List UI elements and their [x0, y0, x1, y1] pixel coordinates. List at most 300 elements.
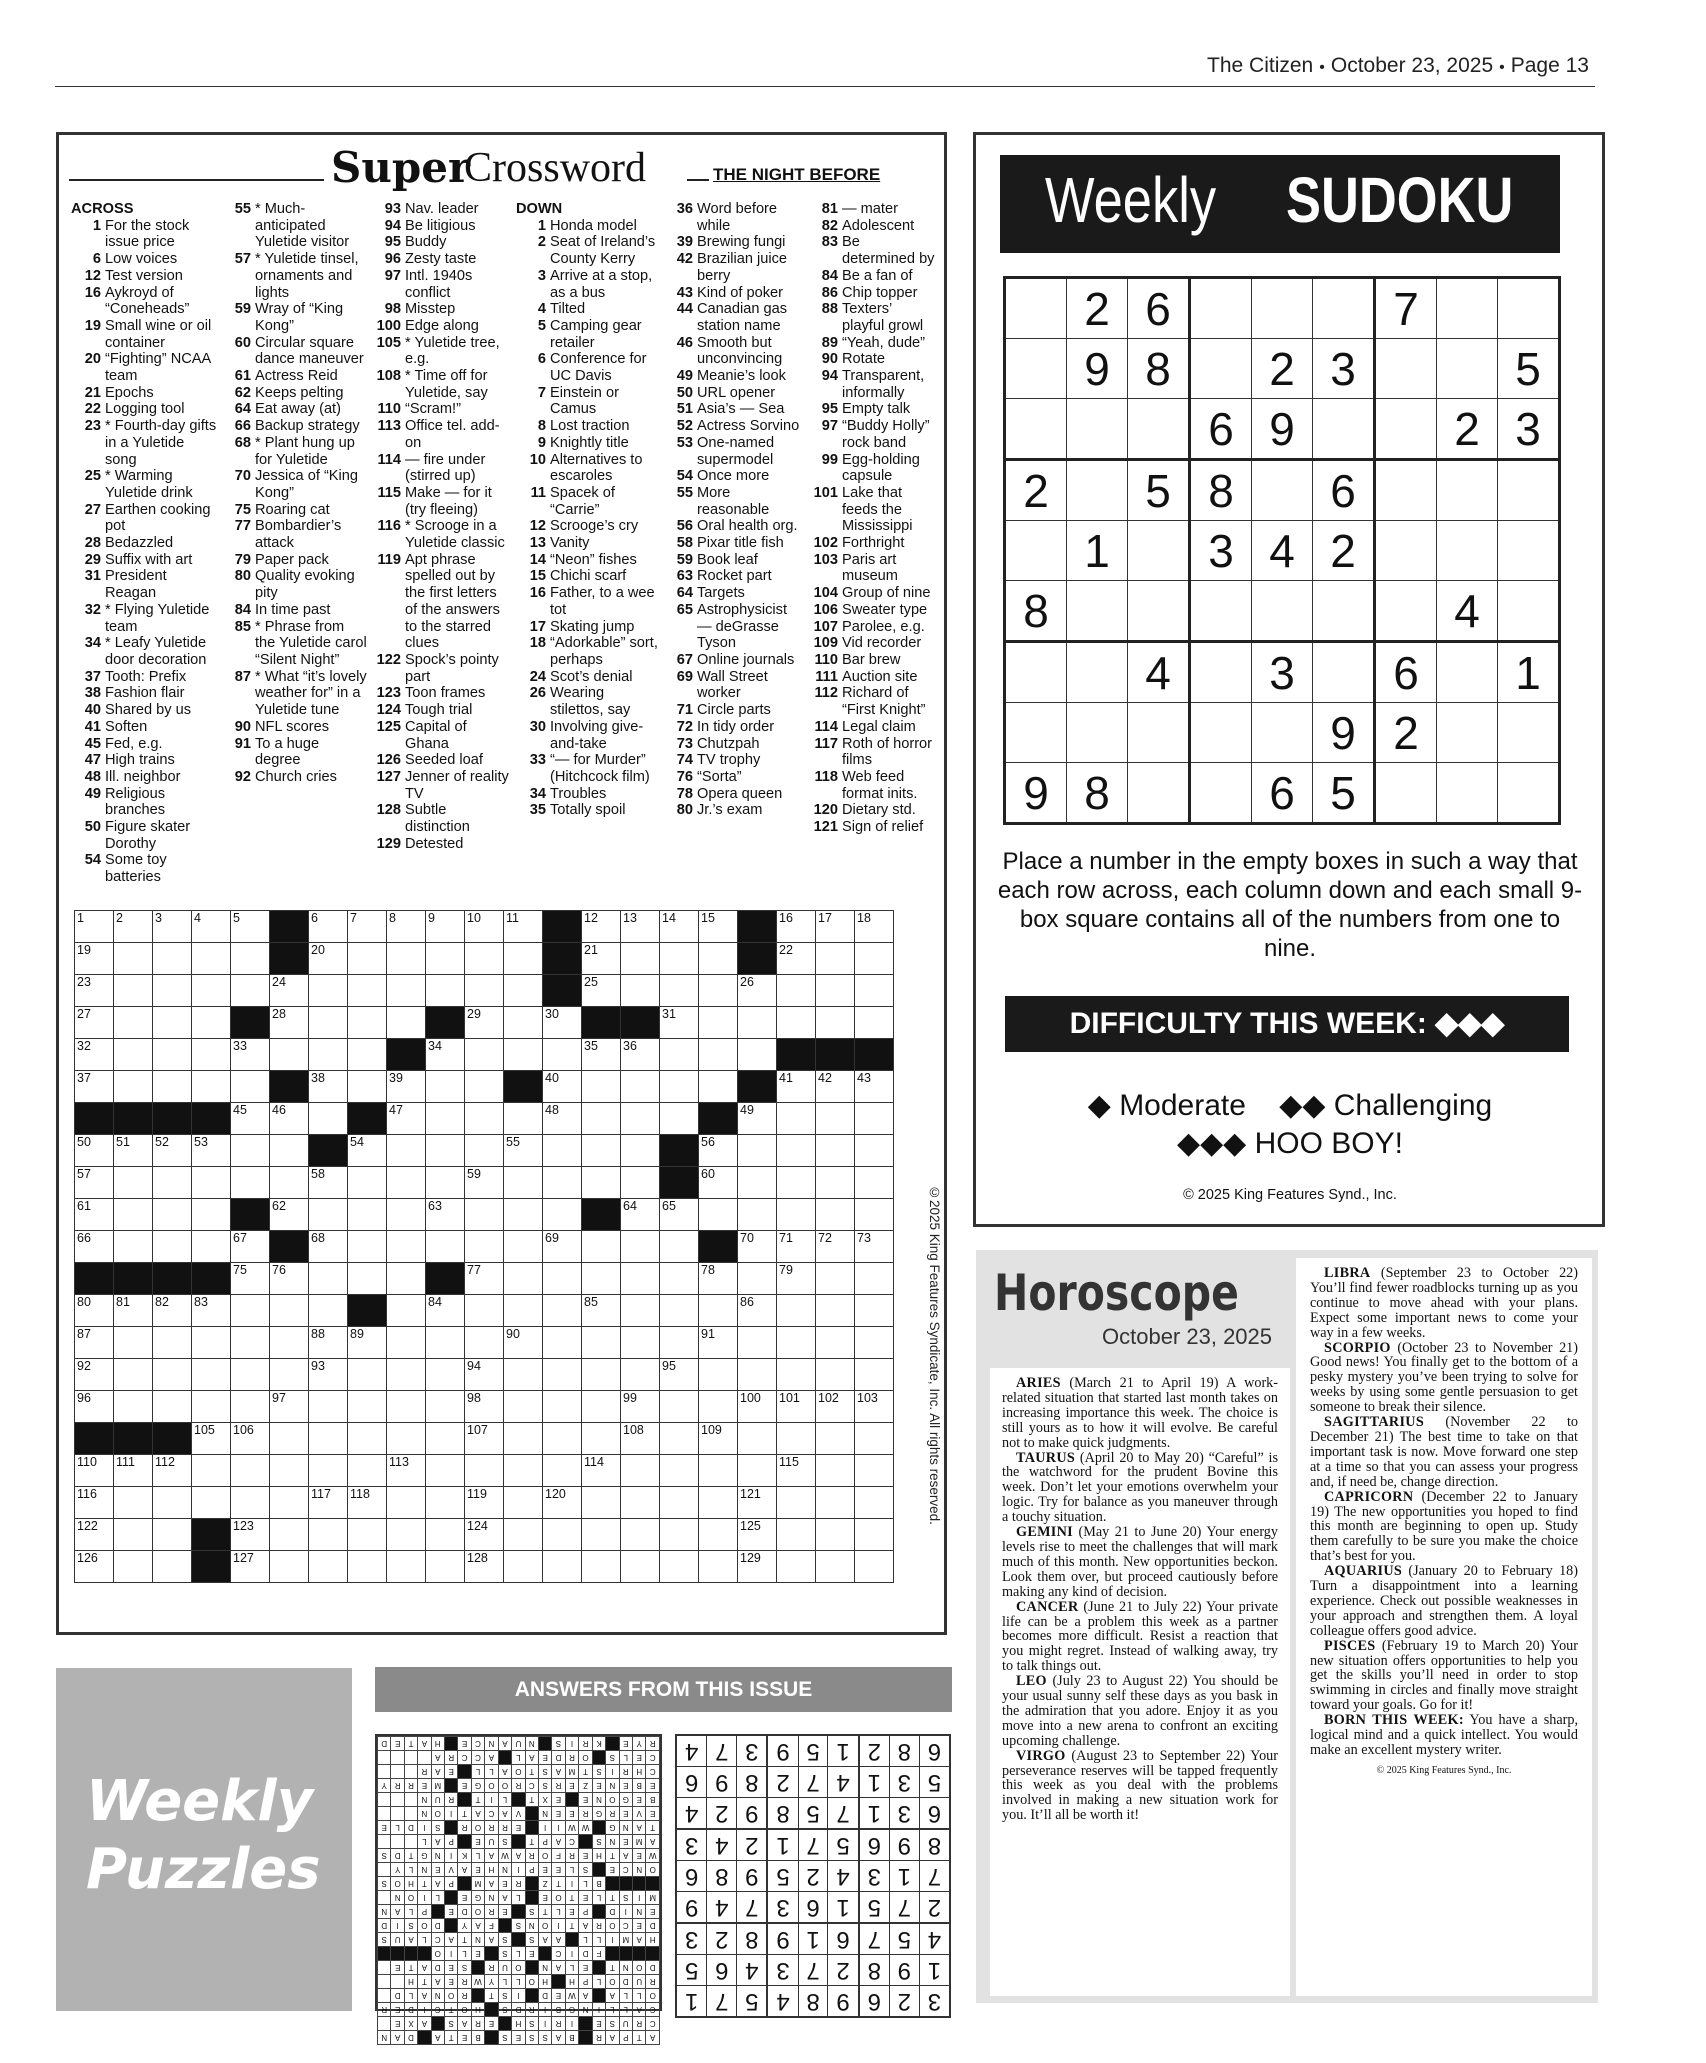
sudoku-empty-cell[interactable]	[1067, 642, 1128, 703]
grid-cell[interactable]	[426, 1071, 465, 1103]
grid-cell[interactable]	[231, 943, 270, 975]
grid-cell[interactable]	[114, 1199, 153, 1231]
grid-cell[interactable]	[348, 1551, 387, 1583]
sudoku-empty-cell[interactable]	[1375, 460, 1437, 521]
grid-cell[interactable]	[465, 1103, 504, 1135]
grid-cell[interactable]	[387, 1231, 426, 1263]
grid-cell[interactable]	[855, 1103, 894, 1135]
grid-cell[interactable]	[738, 1519, 777, 1551]
grid-cell[interactable]	[426, 1231, 465, 1263]
grid-cell[interactable]	[231, 1231, 270, 1263]
grid-cell[interactable]	[114, 1295, 153, 1327]
grid-cell[interactable]	[348, 1039, 387, 1071]
grid-cell[interactable]	[114, 975, 153, 1007]
grid-cell[interactable]	[153, 1295, 192, 1327]
grid-cell[interactable]	[465, 1135, 504, 1167]
grid-cell[interactable]	[777, 1551, 816, 1583]
grid-cell[interactable]	[192, 1039, 231, 1071]
grid-cell[interactable]	[387, 911, 426, 943]
grid-cell[interactable]	[75, 1551, 114, 1583]
grid-cell[interactable]	[192, 1455, 231, 1487]
grid-cell[interactable]	[387, 1391, 426, 1423]
grid-cell[interactable]	[738, 1295, 777, 1327]
grid-cell[interactable]	[426, 1039, 465, 1071]
grid-cell[interactable]	[153, 1231, 192, 1263]
grid-cell[interactable]	[153, 1135, 192, 1167]
grid-cell[interactable]	[348, 1007, 387, 1039]
grid-cell[interactable]	[816, 1103, 855, 1135]
sudoku-empty-cell[interactable]	[1190, 278, 1252, 339]
grid-cell[interactable]	[660, 911, 699, 943]
sudoku-empty-cell[interactable]	[1067, 460, 1128, 521]
grid-cell[interactable]	[543, 1295, 582, 1327]
sudoku-empty-cell[interactable]	[1128, 581, 1190, 642]
grid-cell[interactable]	[543, 1455, 582, 1487]
grid-cell[interactable]	[582, 1551, 621, 1583]
sudoku-empty-cell[interactable]	[1437, 763, 1498, 824]
grid-cell[interactable]	[270, 1359, 309, 1391]
grid-cell[interactable]	[621, 1135, 660, 1167]
grid-cell[interactable]	[582, 1391, 621, 1423]
grid-cell[interactable]	[504, 1391, 543, 1423]
grid-cell[interactable]	[465, 1391, 504, 1423]
sudoku-empty-cell[interactable]	[1313, 399, 1375, 460]
grid-cell[interactable]	[543, 1423, 582, 1455]
grid-cell[interactable]	[426, 1391, 465, 1423]
sudoku-empty-cell[interactable]	[1067, 399, 1128, 460]
grid-cell[interactable]	[621, 1199, 660, 1231]
grid-cell[interactable]	[387, 1103, 426, 1135]
grid-cell[interactable]	[387, 1359, 426, 1391]
grid-cell[interactable]	[660, 1487, 699, 1519]
grid-cell[interactable]	[543, 1551, 582, 1583]
grid-cell[interactable]	[504, 1007, 543, 1039]
grid-cell[interactable]	[348, 975, 387, 1007]
grid-cell[interactable]	[75, 1071, 114, 1103]
grid-cell[interactable]	[777, 911, 816, 943]
grid-cell[interactable]	[75, 975, 114, 1007]
grid-cell[interactable]	[699, 1263, 738, 1295]
grid-cell[interactable]	[855, 1519, 894, 1551]
grid-cell[interactable]	[699, 975, 738, 1007]
grid-cell[interactable]	[660, 943, 699, 975]
grid-cell[interactable]	[582, 1359, 621, 1391]
grid-cell[interactable]	[114, 1167, 153, 1199]
grid-cell[interactable]	[816, 943, 855, 975]
grid-cell[interactable]	[75, 1487, 114, 1519]
sudoku-empty-cell[interactable]	[1005, 278, 1067, 339]
grid-cell[interactable]	[270, 1391, 309, 1423]
grid-cell[interactable]	[855, 1551, 894, 1583]
sudoku-empty-cell[interactable]	[1375, 763, 1437, 824]
grid-cell[interactable]	[192, 911, 231, 943]
grid-cell[interactable]	[465, 1551, 504, 1583]
grid-cell[interactable]	[192, 1007, 231, 1039]
grid-cell[interactable]	[309, 943, 348, 975]
grid-cell[interactable]	[309, 911, 348, 943]
grid-cell[interactable]	[114, 1039, 153, 1071]
sudoku-empty-cell[interactable]	[1005, 521, 1067, 581]
grid-cell[interactable]	[504, 1103, 543, 1135]
grid-cell[interactable]	[660, 1103, 699, 1135]
grid-cell[interactable]	[192, 1487, 231, 1519]
grid-cell[interactable]	[660, 1263, 699, 1295]
grid-cell[interactable]	[309, 1487, 348, 1519]
grid-cell[interactable]	[153, 1391, 192, 1423]
grid-cell[interactable]	[504, 1295, 543, 1327]
grid-cell[interactable]	[348, 1231, 387, 1263]
grid-cell[interactable]	[777, 1199, 816, 1231]
sudoku-empty-cell[interactable]	[1375, 521, 1437, 581]
grid-cell[interactable]	[114, 1455, 153, 1487]
grid-cell[interactable]	[543, 1039, 582, 1071]
grid-cell[interactable]	[270, 1519, 309, 1551]
grid-cell[interactable]	[738, 1135, 777, 1167]
grid-cell[interactable]	[699, 1135, 738, 1167]
grid-cell[interactable]	[699, 1007, 738, 1039]
sudoku-empty-cell[interactable]	[1313, 581, 1375, 642]
sudoku-empty-cell[interactable]	[1498, 278, 1560, 339]
grid-cell[interactable]	[270, 1263, 309, 1295]
grid-cell[interactable]	[699, 1359, 738, 1391]
grid-cell[interactable]	[816, 1327, 855, 1359]
grid-cell[interactable]	[777, 1167, 816, 1199]
grid-cell[interactable]	[855, 943, 894, 975]
grid-cell[interactable]	[192, 1423, 231, 1455]
grid-cell[interactable]	[738, 1199, 777, 1231]
grid-cell[interactable]	[153, 911, 192, 943]
grid-cell[interactable]	[543, 1391, 582, 1423]
grid-cell[interactable]	[699, 1551, 738, 1583]
grid-cell[interactable]	[348, 911, 387, 943]
grid-cell[interactable]	[387, 1199, 426, 1231]
grid-cell[interactable]	[387, 975, 426, 1007]
grid-cell[interactable]	[699, 1071, 738, 1103]
grid-cell[interactable]	[582, 1423, 621, 1455]
grid-cell[interactable]	[699, 1039, 738, 1071]
grid-cell[interactable]	[426, 975, 465, 1007]
grid-cell[interactable]	[543, 1199, 582, 1231]
grid-cell[interactable]	[348, 1391, 387, 1423]
grid-cell[interactable]	[348, 1263, 387, 1295]
sudoku-empty-cell[interactable]	[1375, 339, 1437, 399]
grid-cell[interactable]	[348, 943, 387, 975]
grid-cell[interactable]	[387, 1295, 426, 1327]
grid-cell[interactable]	[582, 1167, 621, 1199]
grid-cell[interactable]	[114, 1487, 153, 1519]
grid-cell[interactable]	[309, 1103, 348, 1135]
grid-cell[interactable]	[582, 975, 621, 1007]
grid-cell[interactable]	[621, 911, 660, 943]
grid-cell[interactable]	[153, 975, 192, 1007]
grid-cell[interactable]	[231, 975, 270, 1007]
grid-cell[interactable]	[192, 1391, 231, 1423]
grid-cell[interactable]	[777, 1007, 816, 1039]
grid-cell[interactable]	[231, 1391, 270, 1423]
grid-cell[interactable]	[504, 1551, 543, 1583]
grid-cell[interactable]	[309, 1519, 348, 1551]
grid-cell[interactable]	[387, 1135, 426, 1167]
grid-cell[interactable]	[426, 943, 465, 975]
grid-cell[interactable]	[621, 1487, 660, 1519]
grid-cell[interactable]	[114, 943, 153, 975]
grid-cell[interactable]	[855, 1455, 894, 1487]
grid-cell[interactable]	[621, 1167, 660, 1199]
grid-cell[interactable]	[426, 1135, 465, 1167]
grid-cell[interactable]	[114, 1007, 153, 1039]
grid-cell[interactable]	[153, 1487, 192, 1519]
grid-cell[interactable]	[777, 1071, 816, 1103]
grid-cell[interactable]	[660, 1455, 699, 1487]
grid-cell[interactable]	[153, 1167, 192, 1199]
grid-cell[interactable]	[153, 1071, 192, 1103]
grid-cell[interactable]	[777, 1455, 816, 1487]
grid-cell[interactable]	[75, 911, 114, 943]
grid-cell[interactable]	[582, 1519, 621, 1551]
grid-cell[interactable]	[309, 1391, 348, 1423]
grid-cell[interactable]	[192, 943, 231, 975]
sudoku-empty-cell[interactable]	[1128, 399, 1190, 460]
grid-cell[interactable]	[114, 1551, 153, 1583]
grid-cell[interactable]	[192, 1359, 231, 1391]
grid-cell[interactable]	[231, 1551, 270, 1583]
grid-cell[interactable]	[309, 1071, 348, 1103]
grid-cell[interactable]	[309, 1327, 348, 1359]
grid-cell[interactable]	[543, 1167, 582, 1199]
grid-cell[interactable]	[738, 1423, 777, 1455]
grid-cell[interactable]	[660, 1391, 699, 1423]
grid-cell[interactable]	[153, 1455, 192, 1487]
grid-cell[interactable]	[387, 1263, 426, 1295]
grid-cell[interactable]	[309, 1455, 348, 1487]
grid-cell[interactable]	[387, 1327, 426, 1359]
grid-cell[interactable]	[504, 1231, 543, 1263]
grid-cell[interactable]	[543, 1007, 582, 1039]
grid-cell[interactable]	[504, 975, 543, 1007]
grid-cell[interactable]	[348, 1359, 387, 1391]
grid-cell[interactable]	[192, 1135, 231, 1167]
grid-cell[interactable]	[504, 1519, 543, 1551]
grid-cell[interactable]	[348, 1327, 387, 1359]
grid-cell[interactable]	[543, 1519, 582, 1551]
grid-cell[interactable]	[465, 1455, 504, 1487]
grid-cell[interactable]	[231, 1519, 270, 1551]
sudoku-empty-cell[interactable]	[1190, 642, 1252, 703]
grid-cell[interactable]	[777, 1135, 816, 1167]
grid-cell[interactable]	[660, 1423, 699, 1455]
grid-cell[interactable]	[114, 1327, 153, 1359]
grid-cell[interactable]	[465, 911, 504, 943]
grid-cell[interactable]	[192, 975, 231, 1007]
grid-cell[interactable]	[75, 943, 114, 975]
sudoku-empty-cell[interactable]	[1252, 703, 1313, 763]
grid-cell[interactable]	[582, 1071, 621, 1103]
grid-cell[interactable]	[465, 1007, 504, 1039]
grid-cell[interactable]	[816, 1487, 855, 1519]
grid-cell[interactable]	[855, 1231, 894, 1263]
grid-cell[interactable]	[387, 1071, 426, 1103]
grid-cell[interactable]	[816, 1167, 855, 1199]
grid-cell[interactable]	[621, 975, 660, 1007]
grid-cell[interactable]	[270, 1423, 309, 1455]
grid-cell[interactable]	[75, 1519, 114, 1551]
grid-cell[interactable]	[621, 1103, 660, 1135]
grid-cell[interactable]	[699, 1199, 738, 1231]
grid-cell[interactable]	[660, 975, 699, 1007]
sudoku-grid[interactable]	[1003, 276, 1561, 825]
grid-cell[interactable]	[699, 1391, 738, 1423]
grid-cell[interactable]	[816, 1551, 855, 1583]
grid-cell[interactable]	[621, 1391, 660, 1423]
grid-cell[interactable]	[855, 1167, 894, 1199]
grid-cell[interactable]	[738, 1391, 777, 1423]
grid-cell[interactable]	[855, 1295, 894, 1327]
grid-cell[interactable]	[660, 1071, 699, 1103]
grid-cell[interactable]	[114, 1391, 153, 1423]
grid-cell[interactable]	[465, 943, 504, 975]
grid-cell[interactable]	[192, 1199, 231, 1231]
sudoku-empty-cell[interactable]	[1437, 339, 1498, 399]
grid-cell[interactable]	[192, 1327, 231, 1359]
grid-cell[interactable]	[231, 1135, 270, 1167]
grid-cell[interactable]	[855, 975, 894, 1007]
sudoku-empty-cell[interactable]	[1498, 703, 1560, 763]
grid-cell[interactable]	[270, 1455, 309, 1487]
grid-cell[interactable]	[855, 1391, 894, 1423]
grid-cell[interactable]	[504, 1199, 543, 1231]
grid-cell[interactable]	[348, 1167, 387, 1199]
sudoku-empty-cell[interactable]	[1498, 763, 1560, 824]
grid-cell[interactable]	[582, 1263, 621, 1295]
grid-cell[interactable]	[504, 1327, 543, 1359]
grid-cell[interactable]	[426, 1455, 465, 1487]
sudoku-empty-cell[interactable]	[1005, 339, 1067, 399]
grid-cell[interactable]	[621, 1327, 660, 1359]
grid-cell[interactable]	[543, 1359, 582, 1391]
grid-cell[interactable]	[387, 1487, 426, 1519]
grid-cell[interactable]	[426, 1359, 465, 1391]
grid-cell[interactable]	[465, 1199, 504, 1231]
grid-cell[interactable]	[387, 1519, 426, 1551]
grid-cell[interactable]	[504, 1423, 543, 1455]
grid-cell[interactable]	[582, 1327, 621, 1359]
grid-cell[interactable]	[621, 1359, 660, 1391]
grid-cell[interactable]	[426, 1327, 465, 1359]
grid-cell[interactable]	[231, 1423, 270, 1455]
grid-cell[interactable]	[192, 1231, 231, 1263]
grid-cell[interactable]	[621, 943, 660, 975]
grid-cell[interactable]	[738, 975, 777, 1007]
grid-cell[interactable]	[231, 1039, 270, 1071]
grid-cell[interactable]	[153, 1039, 192, 1071]
grid-cell[interactable]	[543, 1135, 582, 1167]
grid-cell[interactable]	[582, 1039, 621, 1071]
grid-cell[interactable]	[387, 1551, 426, 1583]
grid-cell[interactable]	[75, 1327, 114, 1359]
grid-cell[interactable]	[738, 1263, 777, 1295]
grid-cell[interactable]	[387, 1167, 426, 1199]
sudoku-empty-cell[interactable]	[1375, 399, 1437, 460]
grid-cell[interactable]	[231, 911, 270, 943]
grid-cell[interactable]	[504, 1487, 543, 1519]
grid-cell[interactable]	[426, 1295, 465, 1327]
grid-cell[interactable]	[75, 1039, 114, 1071]
grid-cell[interactable]	[75, 1359, 114, 1391]
grid-cell[interactable]	[816, 1199, 855, 1231]
grid-cell[interactable]	[309, 975, 348, 1007]
grid-cell[interactable]	[660, 1295, 699, 1327]
grid-cell[interactable]	[582, 1135, 621, 1167]
grid-cell[interactable]	[114, 1135, 153, 1167]
grid-cell[interactable]	[582, 1487, 621, 1519]
grid-cell[interactable]	[621, 1071, 660, 1103]
sudoku-empty-cell[interactable]	[1437, 460, 1498, 521]
sudoku-empty-cell[interactable]	[1005, 399, 1067, 460]
grid-cell[interactable]	[426, 1199, 465, 1231]
grid-cell[interactable]	[660, 1551, 699, 1583]
grid-cell[interactable]	[777, 1519, 816, 1551]
grid-cell[interactable]	[270, 1039, 309, 1071]
grid-cell[interactable]	[504, 1135, 543, 1167]
grid-cell[interactable]	[426, 1551, 465, 1583]
grid-cell[interactable]	[504, 1359, 543, 1391]
grid-cell[interactable]	[348, 1199, 387, 1231]
grid-cell[interactable]	[582, 911, 621, 943]
sudoku-empty-cell[interactable]	[1437, 642, 1498, 703]
grid-cell[interactable]	[855, 1263, 894, 1295]
sudoku-empty-cell[interactable]	[1190, 581, 1252, 642]
grid-cell[interactable]	[543, 1071, 582, 1103]
sudoku-empty-cell[interactable]	[1437, 703, 1498, 763]
grid-cell[interactable]	[192, 1295, 231, 1327]
grid-cell[interactable]	[153, 943, 192, 975]
grid-cell[interactable]	[582, 1455, 621, 1487]
grid-cell[interactable]	[738, 1167, 777, 1199]
grid-cell[interactable]	[75, 1295, 114, 1327]
grid-cell[interactable]	[75, 1167, 114, 1199]
grid-cell[interactable]	[699, 943, 738, 975]
sudoku-empty-cell[interactable]	[1128, 763, 1190, 824]
grid-cell[interactable]	[153, 1327, 192, 1359]
grid-cell[interactable]	[153, 1551, 192, 1583]
grid-cell[interactable]	[582, 1103, 621, 1135]
grid-cell[interactable]	[387, 1423, 426, 1455]
sudoku-empty-cell[interactable]	[1252, 278, 1313, 339]
grid-cell[interactable]	[543, 1231, 582, 1263]
grid-cell[interactable]	[816, 1231, 855, 1263]
grid-cell[interactable]	[621, 1295, 660, 1327]
grid-cell[interactable]	[231, 1295, 270, 1327]
sudoku-empty-cell[interactable]	[1437, 521, 1498, 581]
grid-cell[interactable]	[855, 1007, 894, 1039]
grid-cell[interactable]	[270, 1295, 309, 1327]
grid-cell[interactable]	[504, 1455, 543, 1487]
grid-cell[interactable]	[465, 1519, 504, 1551]
grid-cell[interactable]	[504, 943, 543, 975]
grid-cell[interactable]	[75, 1199, 114, 1231]
grid-cell[interactable]	[777, 1423, 816, 1455]
grid-cell[interactable]	[738, 1359, 777, 1391]
grid-cell[interactable]	[231, 1455, 270, 1487]
grid-cell[interactable]	[777, 1231, 816, 1263]
sudoku-empty-cell[interactable]	[1128, 521, 1190, 581]
grid-cell[interactable]	[465, 1039, 504, 1071]
grid-cell[interactable]	[777, 943, 816, 975]
grid-cell[interactable]	[660, 1039, 699, 1071]
grid-cell[interactable]	[231, 1359, 270, 1391]
sudoku-empty-cell[interactable]	[1498, 460, 1560, 521]
sudoku-empty-cell[interactable]	[1190, 339, 1252, 399]
